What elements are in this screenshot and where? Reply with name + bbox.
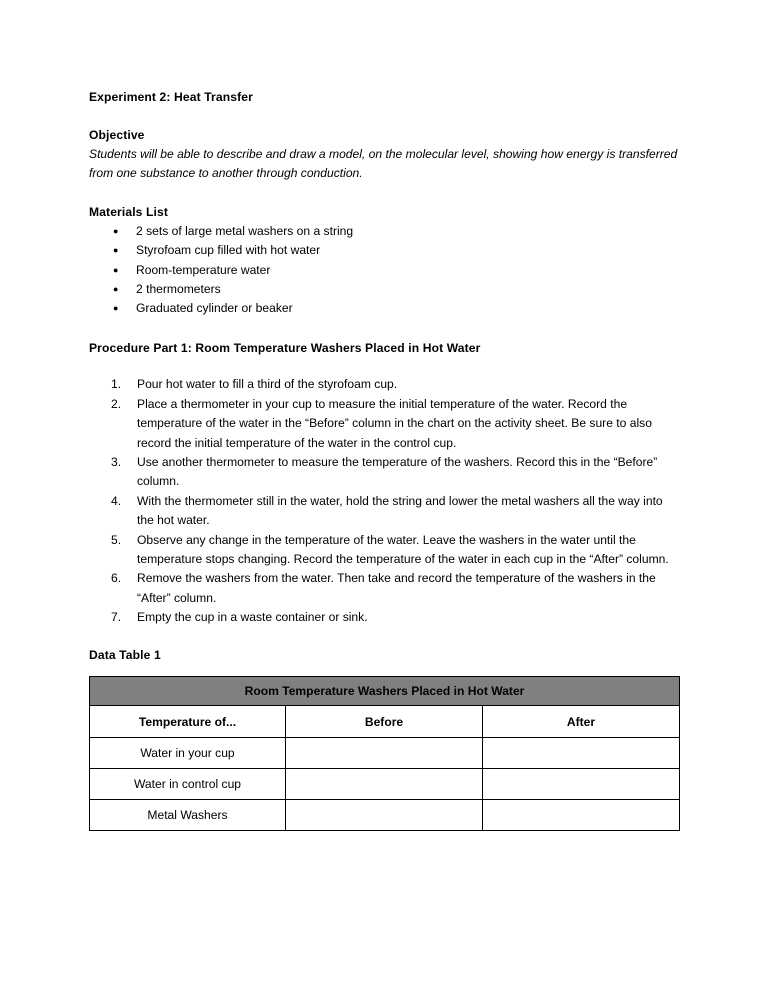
spacer [89,628,679,646]
procedure-step [89,375,679,394]
table-title-row [90,677,680,706]
data-table-caption: Data Table 1 [89,647,161,662]
document-body [89,88,679,831]
materials-list [89,222,679,319]
list-item [89,261,679,280]
procedure-list [89,375,679,627]
column-header-before: Before [286,706,483,738]
spacer [89,106,679,126]
step-number: 7. [111,610,122,625]
spacer [89,183,679,203]
bullet-icon: ● [113,245,119,256]
step-text: Place a thermometer in your cup to measure the initial temperature of the water. Record the temperature of the water in the “Before” column in the chart on the activity sheet. Be sure to also record the initial temperature of the water in the control cup. [137,396,652,450]
materials-heading: Materials List [89,205,168,220]
step-number: 6. [111,571,122,586]
spacer [89,319,679,339]
table-header-row [90,706,680,738]
row-label-metal-washers: Metal Washers [90,800,286,831]
cell-water-in-control-cup-after[interactable] [483,769,680,800]
spacer [89,357,679,375]
step-number: 2. [111,396,122,411]
cell-water-in-your-cup-before[interactable] [286,738,483,769]
procedure-step [89,608,679,627]
procedure-step [89,453,679,492]
list-item [89,280,679,299]
row-label-water-in-control-cup: Water in control cup [90,769,286,800]
step-number: 4. [111,493,122,508]
step-text: Use another thermometer to measure the temperature of the washers. Record this in the “Before” column. [137,454,658,489]
step-number: 1. [111,377,122,392]
page-title: Experiment 2: Heat Transfer [89,90,253,104]
objective-text: Students will be able to describe and draw a model, on the molecular level, showing how energy is transferred from one substance to another through conduction. [89,146,678,180]
procedure-step [89,531,679,570]
list-item [89,299,679,318]
table-row [90,800,680,831]
cell-water-in-your-cup-after[interactable] [483,738,680,769]
cell-metal-washers-after[interactable] [483,800,680,831]
objective-heading: Objective [89,128,145,142]
table-row [90,769,680,800]
list-item-label: 2 sets of large metal washers on a string [136,223,354,238]
data-table [89,676,680,831]
table-row [90,738,680,769]
bullet-icon: ● [113,264,119,275]
procedure-step [89,569,679,608]
list-item-label: 2 thermometers [136,282,221,297]
column-header-temperature-of: Temperature of... [90,706,286,738]
step-text: With the thermometer still in the water, hold the string and lower the metal washers all the way into the hot water. [137,493,663,528]
procedure-heading: Procedure Part 1: Room Temperature Washers Placed in Hot Water [89,340,481,355]
step-text: Empty the cup in a waste container or sink. [137,610,368,625]
bullet-icon: ● [113,225,119,236]
step-number: 3. [111,454,122,469]
row-label-water-in-your-cup: Water in your cup [90,738,286,769]
cell-metal-washers-before[interactable] [286,800,483,831]
list-item-label: Room-temperature water [136,262,271,277]
step-text: Pour hot water to fill a third of the styrofoam cup. [137,377,398,392]
step-number: 5. [111,532,122,547]
list-item [89,222,679,241]
bullet-icon: ● [113,284,119,295]
data-table-title: Room Temperature Washers Placed in Hot Water [90,677,680,706]
column-header-after: After [483,706,680,738]
bullet-icon: ● [113,303,119,314]
step-text: Remove the washers from the water. Then take and record the temperature of the washers in the “After” column. [137,571,656,605]
list-item [89,241,679,260]
procedure-step [89,492,679,531]
list-item-label: Styrofoam cup filled with hot water [136,243,321,258]
procedure-step [89,395,679,453]
step-text: Observe any change in the temperature of the water. Leave the washers in the water until the temperature stops changing. Record the temperature of the water in each cup in the “After” column. [137,532,669,566]
list-item-label: Graduated cylinder or beaker [136,301,293,316]
cell-water-in-control-cup-before[interactable] [286,769,483,800]
